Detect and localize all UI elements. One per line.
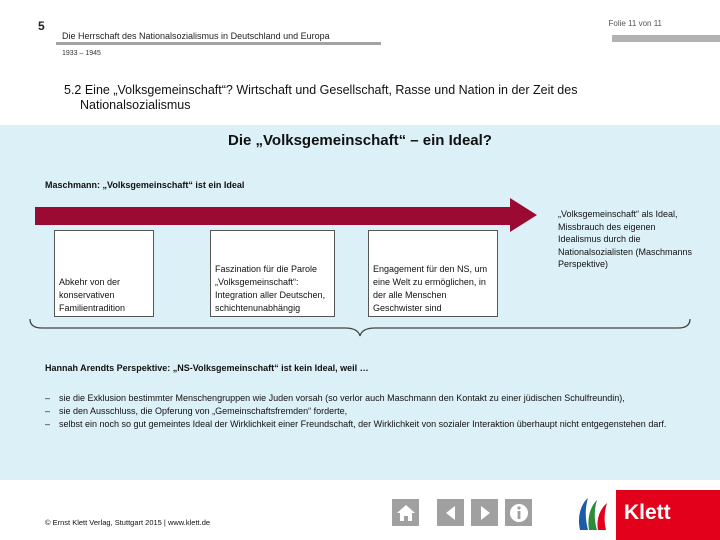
klett-logo [572, 490, 720, 540]
slide-counter: Folie 11 von 11 [608, 19, 662, 28]
info-button[interactable] [505, 499, 532, 526]
maschmann-box-fascination [210, 230, 335, 317]
footer-copyright: © Ernst Klett Verlag, Stuttgart 2015 | www.klett.de [45, 518, 211, 527]
arendt-list [45, 392, 695, 431]
prev-icon [440, 502, 462, 524]
maschmann-box-engagement [368, 230, 498, 317]
box-text: Engagement für den NS, um eine Welt zu ermöglichen, in der alle Menschen Geschwister sind [373, 264, 488, 313]
box-text: Faszination für die Parole „Volksgemeinschaft“: Integration aller Deutschen, schichtenunabhängig [215, 264, 326, 313]
next-icon [474, 502, 496, 524]
klett-logo-text: Klett [624, 501, 671, 524]
arendt-label: Hannah Arendts Perspektive: „NS-Volksgemeinschaft“ ist kein Ideal, weil … [45, 363, 369, 373]
home-icon [395, 502, 417, 524]
timeline-arrow-icon [0, 195, 560, 235]
klett-logo-mark [572, 490, 616, 540]
section-title-line2: Nationalsozialismus [80, 98, 191, 112]
home-button[interactable] [392, 499, 419, 526]
chapter-number: 5 [38, 19, 45, 33]
main-heading: Die „Volksgemeinschaft“ – ein Ideal? [228, 132, 492, 149]
box-text: Abkehr von der konservativen Familientradition [59, 277, 126, 313]
brace-icon [0, 316, 720, 340]
header-accent-bar [612, 35, 720, 42]
header-years: 1933 – 1945 [62, 50, 101, 57]
next-button[interactable] [471, 499, 498, 526]
section-title-line1: 5.2 Eine „Volksgemeinschaft“? Wirtschaft und Gesellschaft, Rasse und Nation in der Zeit des [64, 83, 578, 97]
info-icon [508, 502, 530, 524]
header-title: Die Herrschaft des Nationalsozialismus in Deutschland und Europa [62, 31, 330, 41]
maschmann-label: Maschmann: „Volksgemeinschaft“ ist ein Ideal [45, 180, 245, 190]
list-item: – sie die Exklusion bestimmter Menschengruppen wie Juden vorsah (so verlor auch Maschmann den Kontakt zu einer jüdischen Schulfreundin), [45, 392, 695, 405]
ideal-note: „Volksgemeinschaft“ als Ideal, Missbrauch des eigenen Idealismus durch die Nationalsozialisten (Maschmanns Perspektive) [558, 209, 693, 269]
section-title [64, 83, 694, 113]
list-item: – sie den Ausschluss, die Opferung von „Gemeinschaftsfremden“ forderte, [45, 405, 695, 418]
maschmann-box-family [54, 230, 154, 317]
klett-symbol-icon [572, 490, 616, 540]
prev-button[interactable] [437, 499, 464, 526]
header-divider [56, 42, 381, 45]
list-item: – selbst ein noch so gut gemeintes Ideal der Wirklichkeit einer Freundschaft, der Wirklichkeit von sozialer Interaktion überhaupt nicht entgegenstehen darf. [45, 418, 695, 431]
